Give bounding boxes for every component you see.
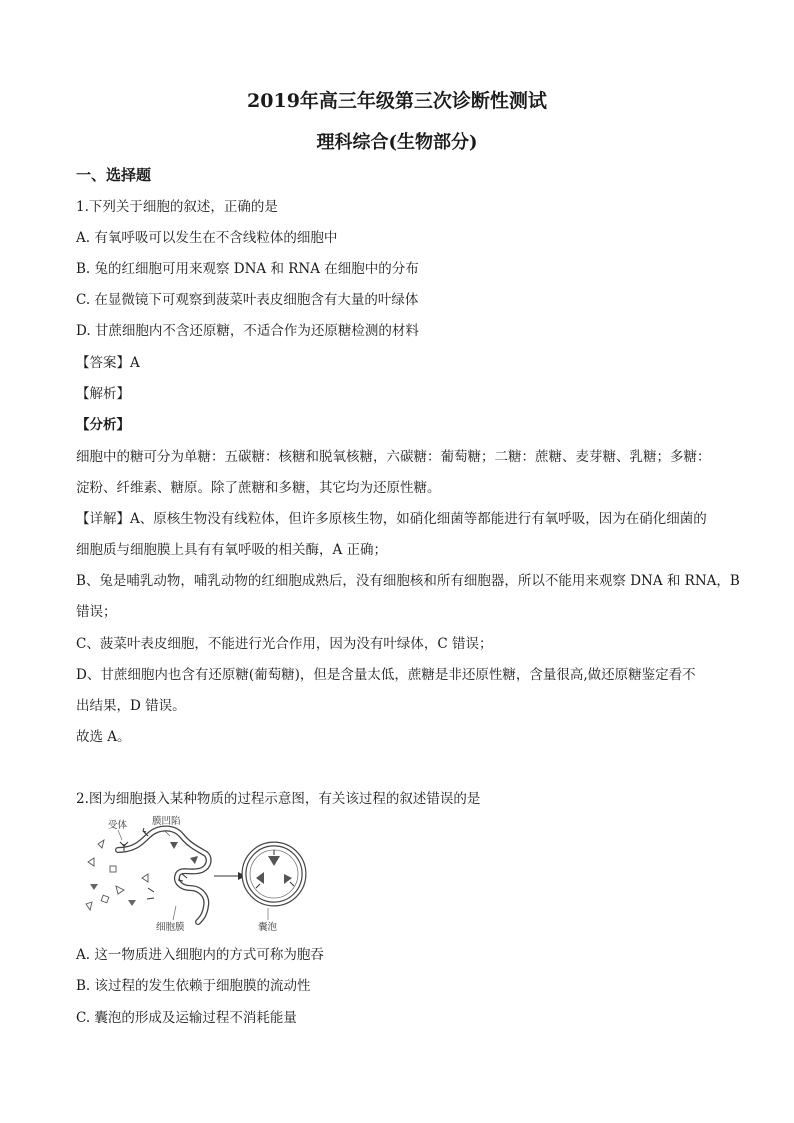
label-pit: 膜凹陷 <box>152 816 181 827</box>
cell-membrane-outer <box>118 829 209 923</box>
label-vesicle: 囊泡 <box>258 922 278 933</box>
q1-fenxi-heading: 【分析】 <box>76 417 130 433</box>
label-receptor: 受体 <box>108 820 128 831</box>
q1-detail-line: D、甘蔗细胞内也含有还原糖(葡萄糖)，但是含量太低，蔗糖是非还原性糖，含量很高,做还原糖鉴定看不 <box>76 667 696 683</box>
q2-option-a: A. 这一物质进入细胞内的方式可称为胞吞 <box>76 947 324 963</box>
cargo-particle <box>90 884 98 890</box>
q1-option-a: A. 有氧呼吸可以发生在不含线粒体的细胞中 <box>76 230 338 246</box>
section-heading: 一、选择题 <box>76 166 152 184</box>
cargo-particle <box>190 856 198 864</box>
cargo-particle <box>86 902 92 910</box>
q1-detail-line: 故选 A。 <box>76 729 131 745</box>
cargo-particle <box>101 895 109 903</box>
label-membrane: 细胞膜 <box>156 922 185 933</box>
cargo-particle <box>88 858 94 866</box>
cargo-particle <box>256 872 264 884</box>
q1-answer: 【答案】A <box>76 355 140 371</box>
page-subtitle: 理科综合(生物部分) <box>316 132 478 153</box>
q1-detail-line: 【详解】A、原核生物没有线粒体，但许多原核生物，如硝化细菌等都能进行有氧呼吸，因为在硝化细菌的 <box>76 511 707 527</box>
q1-detail-line: 出结果，D 错误。 <box>76 698 186 714</box>
cargo-particle <box>110 866 116 872</box>
cargo-particle <box>170 842 178 849</box>
q1-option-b: B. 兔的红细胞可用来观察 DNA 和 RNA 在细胞中的分布 <box>76 261 419 277</box>
q1-detail-line: C、菠菜叶表皮细胞，不能进行光合作用，因为没有叶绿体，C 错误； <box>76 636 493 652</box>
question-2-stem: 2.图为细胞摄入某种物质的过程示意图，有关该过程的叙述错误的是 <box>76 791 481 807</box>
q1-detail-line: 细胞质与细胞膜上具有有氧呼吸的相关酶，A 正确； <box>76 542 388 558</box>
cargo-particle <box>142 874 148 882</box>
cargo-particle <box>98 840 104 848</box>
cell-membrane-inner <box>118 829 209 923</box>
q1-option-d: D. 甘蔗细胞内不含还原糖，不适合作为还原糖检测的材料 <box>76 323 419 339</box>
q1-analysis-line: 淀粉、纤维素、糖原。除了蔗糖和多糖，其它均为还原性糖。 <box>76 480 441 496</box>
q1-detail-line: 错误； <box>76 604 117 620</box>
cargo-particle <box>268 856 280 866</box>
page-title: 2019年高三年级第三次诊断性测试 <box>247 90 547 112</box>
q2-option-b: B. 该过程的发生依赖于细胞膜的流动性 <box>76 978 311 994</box>
q1-option-c: C. 在显微镜下可观察到菠菜叶表皮细胞含有大量的叶绿体 <box>76 292 419 308</box>
leader-line <box>173 906 176 920</box>
q1-detail-line: B、兔是哺乳动物，哺乳动物的红细胞成熟后，没有细胞核和所有细胞器，所以不能用来观察 DNA 和 RNA，B <box>76 573 740 589</box>
q2-option-c: C. 囊泡的形成及运输过程不消耗能量 <box>76 1010 297 1026</box>
q1-analysis-line: 细胞中的糖可分为单糖：五碳糖：核糖和脱氧核糖，六碳糖：葡萄糖；二糖：蔗糖、麦芽糖、乳糖；多糖： <box>76 449 711 465</box>
receptor-mark <box>147 888 154 899</box>
endocytosis-diagram <box>78 814 318 934</box>
receptor-mark <box>256 850 294 888</box>
cargo-particle <box>128 900 136 906</box>
q1-jiexi-heading: 【解析】 <box>76 386 130 402</box>
leader-line <box>118 830 122 840</box>
question-1-stem: 1.下列关于细胞的叙述，正确的是 <box>76 199 278 215</box>
cargo-particle <box>116 886 124 894</box>
